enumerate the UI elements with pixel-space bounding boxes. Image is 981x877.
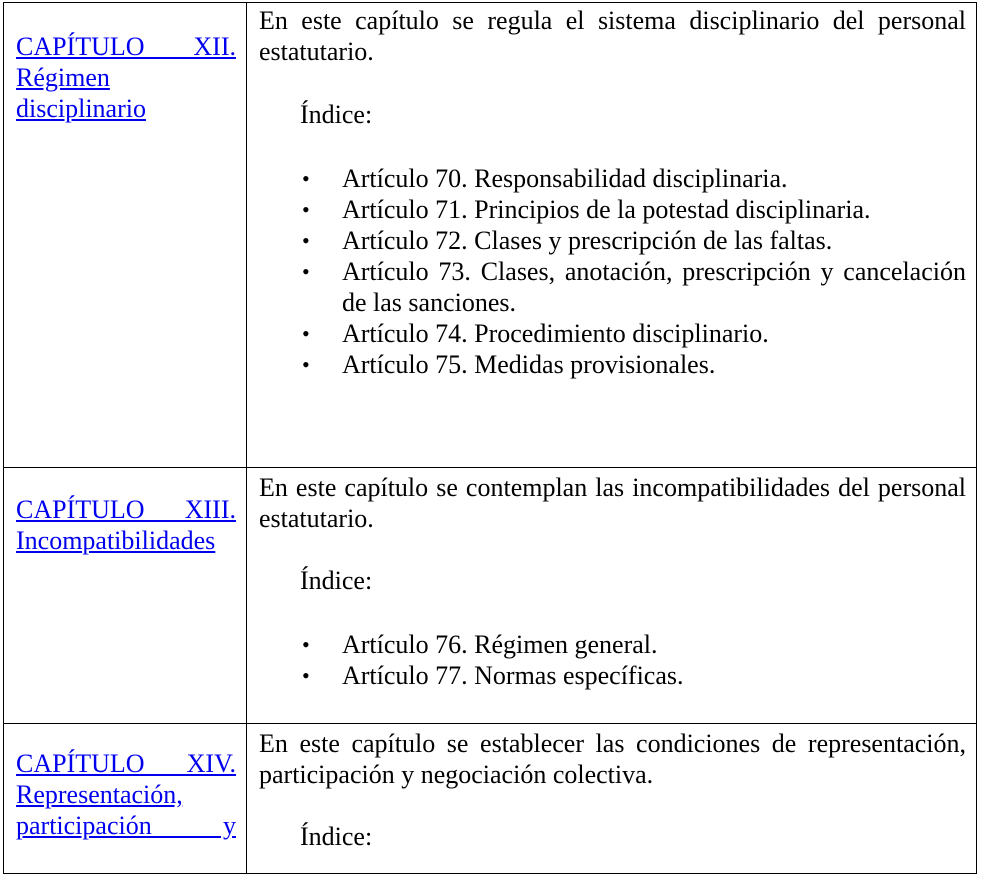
chapter-description: En este capítulo se regula el sistema disciplinario del personal estatutario.: [259, 6, 966, 66]
article-text: Artículo 72. Clases y prescripción de las faltas.: [342, 226, 833, 255]
bullet-icon: •: [302, 352, 310, 377]
table-row: [4, 3, 977, 468]
index-heading: Índice:: [300, 100, 373, 129]
chapter-link-line: CAPÍTULO XII.: [16, 32, 236, 61]
list-item: [247, 318, 976, 349]
article-text: Artículo 70. Responsabilidad disciplinaria.: [342, 164, 788, 193]
chapter-link-line: CAPÍTULO XIII.: [16, 495, 236, 524]
chapter-link-line: participación y: [16, 811, 236, 840]
list-item: [247, 256, 976, 318]
chapter-cell: [4, 3, 247, 468]
index-heading: Índice:: [300, 566, 373, 595]
article-text: Artículo 76. Régimen general.: [342, 630, 658, 659]
bullet-icon: •: [302, 632, 310, 657]
chapter-description: En este capítulo se establecer las condiciones de representación, participación y negociación colectiva.: [259, 729, 966, 789]
article-list: [247, 163, 976, 380]
description-cell: [247, 468, 977, 724]
article-list: [247, 629, 976, 691]
description-cell: [247, 3, 977, 468]
article-text: Artículo 71. Principios de la potestad disciplinaria.: [342, 195, 871, 224]
article-text: Artículo 75. Medidas provisionales.: [342, 350, 716, 379]
article-text: Artículo 73. Clases, anotación, prescripción y cancelación de las sanciones.: [342, 257, 966, 317]
chapter-link-line: disciplinario: [16, 94, 146, 123]
description-cell: [247, 724, 977, 874]
bullet-icon: •: [302, 197, 310, 222]
bullet-icon: •: [302, 228, 310, 253]
chapter-link-line: Incompatibilidades: [16, 526, 216, 555]
chapter-link-line: CAPÍTULO XIV.: [16, 749, 236, 778]
list-item: [247, 629, 976, 660]
list-item: [247, 660, 976, 691]
list-item: [247, 194, 976, 225]
article-text: Artículo 77. Normas específicas.: [342, 661, 684, 690]
bullet-icon: •: [302, 166, 310, 191]
article-text: Artículo 74. Procedimiento disciplinario.: [342, 319, 769, 348]
list-item: [247, 349, 976, 380]
chapter-cell: [4, 468, 247, 724]
chapter-xii-link[interactable]: [16, 31, 236, 124]
chapter-link-line: Régimen: [16, 63, 110, 92]
bullet-icon: •: [302, 259, 310, 284]
chapter-xiii-link[interactable]: [16, 494, 236, 556]
index-heading: Índice:: [300, 822, 373, 851]
chapter-description: En este capítulo se contemplan las incompatibilidades del personal estatutario.: [259, 473, 966, 533]
chapters-table: [3, 2, 977, 874]
bullet-icon: •: [302, 663, 310, 688]
chapter-link-line: Representación,: [16, 780, 183, 809]
table-row: [4, 724, 977, 874]
list-item: [247, 225, 976, 256]
chapter-cell: [4, 724, 247, 874]
chapter-xiv-link[interactable]: [16, 748, 236, 841]
bullet-icon: •: [302, 321, 310, 346]
list-item: [247, 163, 976, 194]
table-row: [4, 468, 977, 724]
